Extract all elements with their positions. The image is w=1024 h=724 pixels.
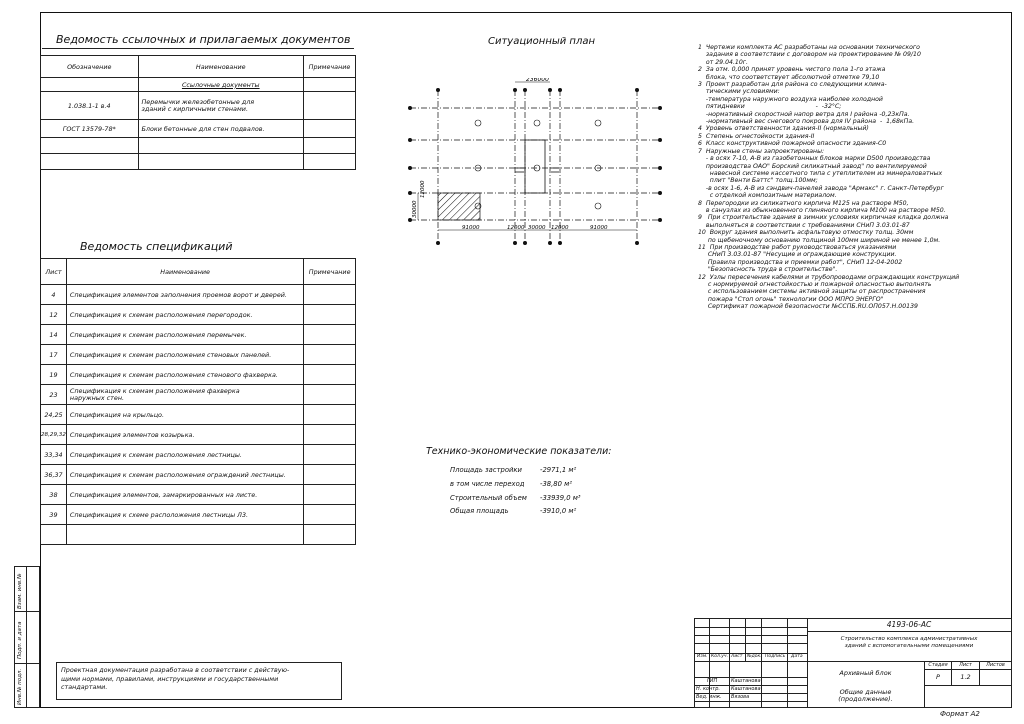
spec-sheet: 12	[41, 305, 67, 325]
note-item: -в осях 1-6, А-В из сэндвич-панелей завода "Армакс" г. Санкт-Петербург с отделкой композитным материалом.	[705, 184, 944, 200]
person-role: ГИП	[707, 678, 718, 684]
note-item: 6 Класс конструктивной пожарной опасности здания-С0	[698, 140, 887, 148]
col-date: Дата	[791, 654, 803, 659]
tep-value: -33939,0 м³	[540, 494, 581, 502]
title-block	[694, 618, 1012, 708]
spec-name: Спецификация к схемам расположения фахверка наружных стен.	[66, 385, 303, 405]
refs-note	[304, 154, 356, 170]
refs-code	[41, 154, 139, 170]
refs-table	[40, 55, 356, 170]
person-name: Каштанова	[731, 686, 761, 692]
refs-name: Ссылочные документы	[138, 78, 304, 92]
refs-note	[304, 92, 356, 120]
spec-sheet: 19	[41, 365, 67, 385]
spec-name: Спецификация к схемам расположения перемычек.	[66, 325, 303, 345]
refs-name: Блоки бетонные для стен подвалов.	[138, 120, 304, 138]
tep-value: -3910,0 м²	[540, 507, 577, 515]
tep-label: в том числе переход	[450, 480, 525, 488]
spec-name	[66, 525, 303, 545]
person-name: Каштанова	[731, 678, 761, 684]
situational-plan	[400, 78, 670, 248]
spec-header-note: Примечание	[304, 259, 356, 285]
spec-name: Спецификация к схемам расположения стенового фахверка.	[66, 365, 303, 385]
spec-name: Спецификация к схемам расположения перегородок.	[66, 305, 303, 325]
tep-title: Технико-экономические показатели:	[426, 446, 612, 457]
note-item: 9 При строительстве здания в зимних условиях кирпичная кладка должна выполняться в соответствии с требованиями СНиП 3.03.01-87	[698, 214, 949, 229]
compliance-statement: Проектная документация разработана в соответствии с действую- щими нормами, правилами, инструкциями и государственными стандартами.	[56, 662, 342, 700]
col-list: Лист	[731, 654, 743, 659]
spec-header-name: Наименование	[66, 259, 303, 285]
note-item: 3 Проект разработан для района со следующими клима- тическими условиями: -температура наружного воздуха наиболее холодной пятидневки - -32°С; -нормативный скоростной напор ветра для I района -0,23кПа. -нормативный вес снегового покрова для IV района - 1,68кПа.	[698, 81, 915, 126]
spec-name: Спецификация к схемам расположения ограждений лестницы.	[66, 465, 303, 485]
col-kol: Кол.уч.	[711, 654, 729, 659]
note-item: 7 Наружные стены запроектированы: - в осях 7-10, А-В из газобетонных блоков марки D500 производства производства ОАО" Борский силикатный завод" по вентилируемой навесной системе кассетного типа с утеплителем из минераловатных плит "Венти Баттс" толщ.100мм;	[698, 147, 943, 185]
tep-label: Строительный объем	[450, 494, 527, 502]
spec-sheet	[41, 525, 67, 545]
spec-sheet: 4	[41, 285, 67, 305]
spec-sheet: 36,37	[41, 465, 67, 485]
plan-dim-b2: 12000	[507, 225, 525, 231]
spec-title: Ведомость спецификаций	[80, 240, 233, 253]
format-label: Формат А2	[940, 710, 980, 718]
refs-header-note: Примечание	[304, 56, 356, 78]
refs-name: Перемычки железобетонные для зданий с кирпичными стенами.	[138, 92, 304, 120]
stamp-code: 4193-06-АС	[886, 620, 932, 629]
spec-name: Спецификация на крыльцо.	[66, 405, 303, 425]
tep-label: Площадь застройки	[450, 466, 522, 474]
stamp-stage-header: Стадия	[928, 662, 948, 668]
refs-code	[41, 138, 139, 154]
col-izm: Изм.	[697, 654, 708, 659]
refs-title: Ведомость ссылочных и прилагаемых документов	[56, 33, 351, 46]
refs-header-code: Обозначение	[41, 56, 139, 78]
tep-value: -2971,1 м²	[540, 466, 577, 474]
plan-dim-b3: 30000	[528, 225, 546, 231]
side-label-replace: Взам. инв.№	[17, 573, 23, 609]
spec-name: Спецификация к схемам расположения стеновых панелей.	[66, 345, 303, 365]
refs-code	[41, 78, 139, 92]
stamp-sheet: 1.2	[960, 673, 971, 681]
spec-name: Спецификация элементов козырька.	[66, 425, 303, 445]
spec-sheet: 17	[41, 345, 67, 365]
plan-dim-left1: 30000	[412, 200, 418, 218]
spec-sheet: 28,29,32	[41, 425, 67, 445]
refs-note	[304, 138, 356, 154]
note-item: 5 Степень огнестойкости здания-II	[698, 132, 815, 140]
side-strip	[14, 566, 40, 708]
col-doc: №док.	[747, 654, 762, 659]
side-label-inv: Инв.№ подл.	[17, 668, 23, 705]
stamp-block: Архивный блок	[839, 669, 892, 677]
tep-value: -38,80 м²	[540, 480, 572, 488]
plan-dim-left2: 12000	[420, 180, 426, 198]
note-item: 1 Чертежи комплекта АС разработаны на основании технического задания в соответствии с договором на проектирование № 09/10 от 29.04.10г.	[698, 44, 921, 66]
note-item: 2 За отм. 0,000 принят уровень чистого пола 1-го этажа блока, что соответствует абсолютной отметке 79,10	[698, 66, 886, 81]
note-item: 10 Вокруг здания выполнить асфальтовую отмостку толщ. 30мм по щебеночному основанию толщиной 100мм шириной не менее 1,0м.	[698, 229, 941, 244]
note-item: 11 При производстве работ руководствоваться указаниями СНиП 3.03.01-87 "Несущие и ограждающие конструкции. Правила производства и приемки работ", СНиП 12-04-2002 "Безопасность труда в строительстве".	[698, 243, 903, 274]
spec-sheet: 38	[41, 485, 67, 505]
spec-name: Спецификация к схемам расположения лестницы.	[66, 445, 303, 465]
stamp-sheet-header: Лист	[959, 662, 972, 668]
spec-sheet: 33,34	[41, 445, 67, 465]
spec-sheet: 14	[41, 325, 67, 345]
refs-title-underline	[42, 48, 354, 49]
refs-header-name: Наименование	[138, 56, 304, 78]
refs-note	[304, 78, 356, 92]
person-role: Н. контр.	[696, 686, 720, 692]
spec-name: Спецификация элементов, замаркированных на листе.	[66, 485, 303, 505]
plan-dim-b1: 91000	[462, 225, 480, 231]
refs-code: ГОСТ 13579-78*	[41, 120, 139, 138]
refs-name	[138, 138, 304, 154]
stamp-sheets-header: Листов	[986, 662, 1005, 668]
plan-dim-b4: 12000	[551, 225, 569, 231]
person-name: Вязова	[731, 694, 750, 700]
tep-label: Общая площадь	[450, 507, 509, 515]
stamp-project: Строительство комплекса административных зданий с вспомогательными помещениями	[840, 636, 978, 649]
plan-dim-top: 236000	[526, 78, 549, 83]
stamp-stage: Р	[936, 673, 940, 681]
refs-name	[138, 154, 304, 170]
stamp-sheet-title: Общие данные (продолжение).	[838, 688, 893, 703]
hatched-area	[438, 193, 480, 220]
spec-header-sheet: Лист	[41, 259, 67, 285]
note-item: 4 Уровень ответственности здания-II (нормальный)	[698, 125, 869, 133]
note-item: 8 Перегородки из силикатного кирпича М125 на растворе М50, в санузлах из обыкновенного глиняного кирпича М100 на растворе М50.	[698, 199, 946, 214]
note-item: 12 Узлы пересечения кабелями и трубопроводами ограждающих конструкций с нормируемой огнестойкостью и пожарной опасностью выполнять с использованием системы активной защиты от распространения пожара "Стоп огонь" технологии ООО МПРО ЭНЕРГО" Сертификат пожарной безопасности №ССПБ.RU.ОП057.Н.00139	[698, 273, 960, 311]
col-sign: Подпись	[765, 654, 786, 659]
spec-sheet: 39	[41, 505, 67, 525]
spec-sheet: 24,25	[41, 405, 67, 425]
plan-dim-b5: 91000	[590, 225, 608, 231]
general-notes	[698, 44, 1003, 311]
refs-code: 1.038.1-1 в.4	[41, 92, 139, 120]
person-role: Вед. инж.	[696, 694, 722, 700]
spec-sheet: 23	[41, 385, 67, 405]
refs-note	[304, 120, 356, 138]
spec-name: Спецификация к схеме расположения лестницы Л3.	[66, 505, 303, 525]
spec-name: Спецификация элементов заполнения проемов ворот и дверей.	[66, 285, 303, 305]
plan-title: Ситуационный план	[488, 36, 596, 47]
side-label-sign: Подп. и дата	[17, 621, 23, 659]
spec-table	[40, 258, 356, 545]
